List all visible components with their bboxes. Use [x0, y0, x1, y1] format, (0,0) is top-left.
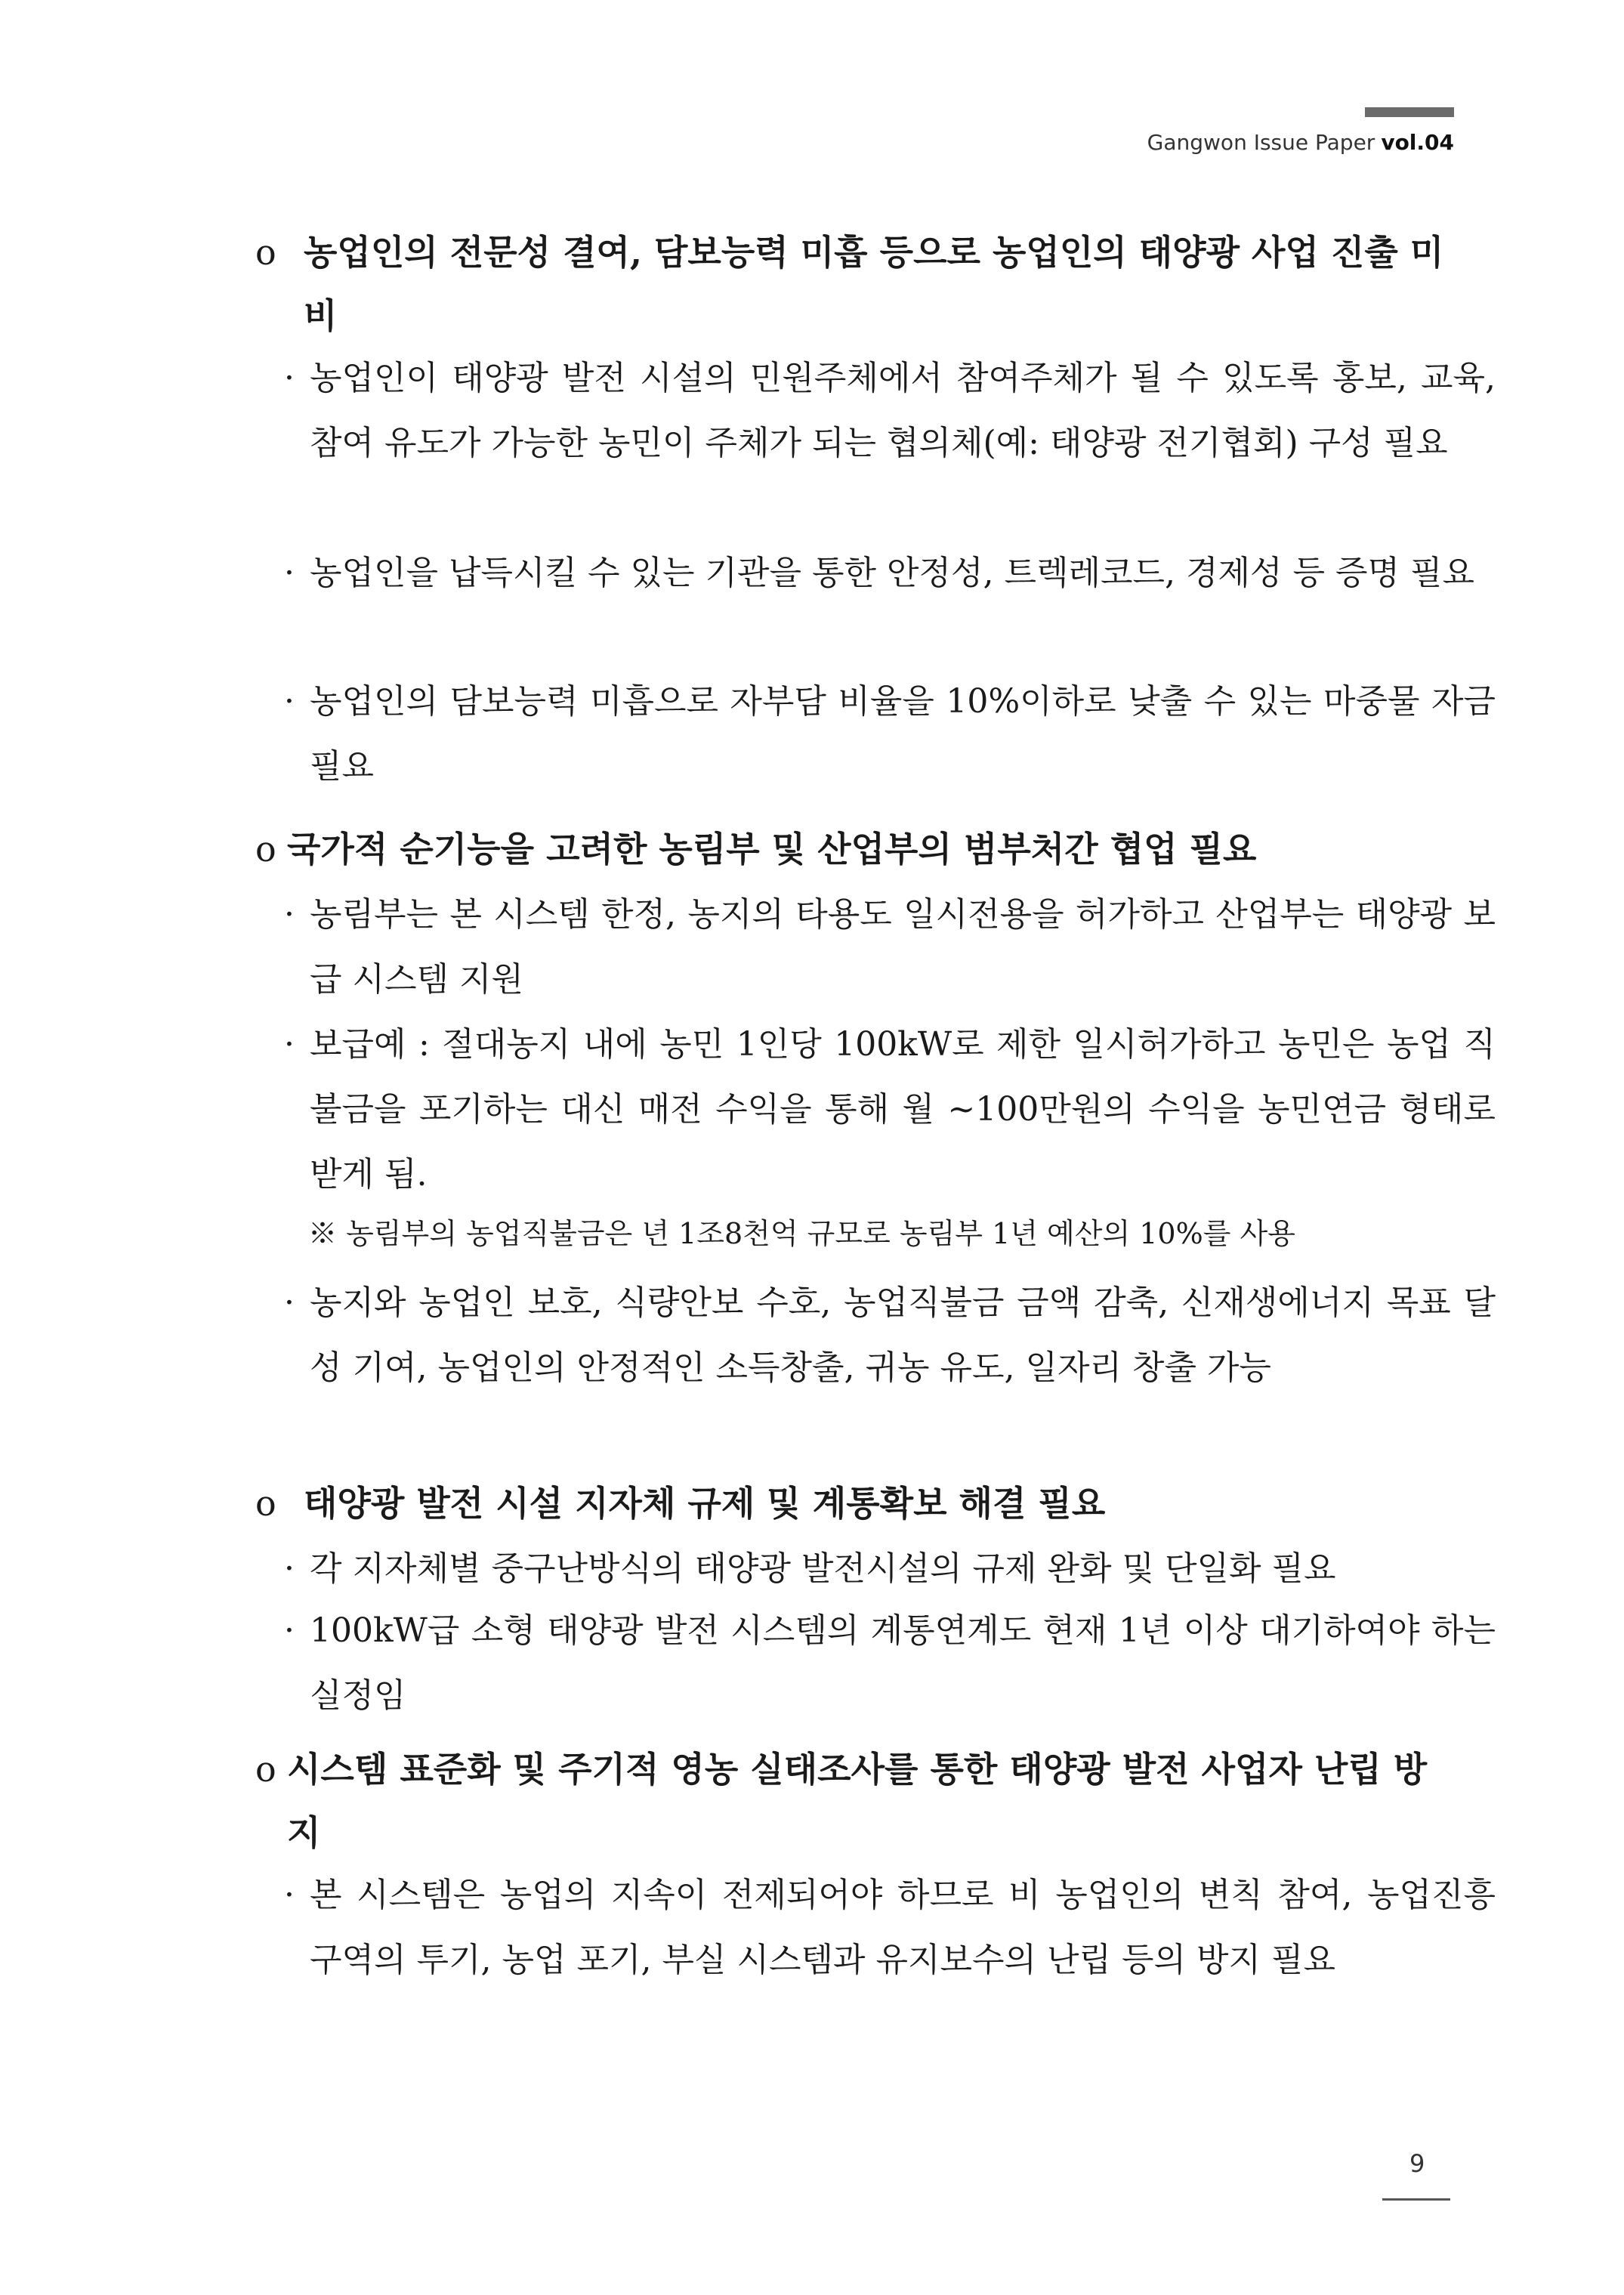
section-marker: o: [255, 829, 276, 870]
list-item: [284, 1863, 1496, 1993]
list-item: [284, 1271, 1496, 1401]
item-text: 농지와 농업인 보호, 식량안보 수호, 농업직불금 금액 감축, 신재생에너지 목표 달성 기여, 농업인의 안정적인 소득창출, 귀농 유도, 일자리 창출 가능: [310, 1283, 1496, 1387]
page-number-rule: [1382, 2198, 1450, 2201]
section-4-heading: [255, 1737, 1456, 1864]
section-title: 시스템 표준화 및 주기적 영농 실태조사를 통한 태양광 발전 사업자 난립 방지: [287, 1749, 1428, 1853]
list-item: [284, 1012, 1496, 1207]
section-2-heading: [255, 817, 1456, 881]
bullet: ·: [284, 1549, 295, 1588]
item-text: 본 시스템은 농업의 지속이 전제되어야 하므로 비 농업인의 변칙 참여, 농업진흥 구역의 투기, 농업 포기, 부실 시스템과 유지보수의 난립 등의 방지 필요: [310, 1876, 1496, 1979]
list-item: [284, 1598, 1496, 1728]
bullet: ·: [284, 682, 295, 721]
bullet: ·: [284, 1611, 295, 1650]
bullet: ·: [284, 895, 295, 934]
item-text: 농업인이 태양광 발전 시설의 민원주체에서 참여주체가 될 수 있도록 홍보, 교육, 참여 유도가 가능한 농민이 주체가 되는 협의체(예: 태양광 전기협회) 구성 필요: [310, 359, 1496, 462]
item-text: 보급예 : 절대농지 내에 농민 1인당 100kW로 제한 일시허가하고 농민은 농업 직불금을 포기하는 대신 매전 수익을 통해 월 ~100만원의 수익을 농민연금 형태로 받게 됨.: [310, 1025, 1496, 1194]
section-marker: o: [255, 1749, 276, 1790]
note: ※ 농림부의 농업직불금은 년 1조8천억 규모로 농림부 1년 예산의 10%를 사용: [308, 1217, 1295, 1250]
bullet: ·: [284, 1876, 295, 1914]
section-title: 국가적 순기능을 고려한 농림부 및 산업부의 범부처간 협업 필요: [287, 829, 1257, 870]
section-title: 농업인의 전문성 결여, 담보능력 미흡 등으로 농업인의 태양광 사업 진출 미비: [304, 232, 1444, 336]
list-item: [284, 346, 1496, 476]
list-item: [284, 1537, 1496, 1602]
item-text: 농업인의 담보능력 미흡으로 자부담 비율을 10%이하로 낮출 수 있는 마중물 자금 필요: [310, 682, 1496, 786]
bullet: ·: [284, 554, 295, 592]
header-volume: vol.04: [1381, 130, 1454, 155]
page-number: 9: [1409, 2149, 1425, 2178]
list-item: [284, 882, 1496, 1012]
bullet: ·: [284, 359, 295, 397]
header-bar: [1365, 107, 1454, 117]
running-header: [1147, 130, 1454, 155]
list-item: [284, 669, 1496, 799]
section-marker: o: [255, 1483, 276, 1524]
section-marker: o: [255, 232, 276, 273]
section-1-heading: [255, 221, 1456, 347]
bullet: ·: [284, 1025, 295, 1064]
list-item: [284, 541, 1496, 606]
item-text: 농림부는 본 시스템 한정, 농지의 타용도 일시전용을 허가하고 산업부는 태양광 보급 시스템 지원: [310, 895, 1496, 999]
item-text: 각 지자체별 중구난방식의 태양광 발전시설의 규제 완화 및 단일화 필요: [310, 1549, 1336, 1588]
item-text: 100kW급 소형 태양광 발전 시스템의 계통연계도 현재 1년 이상 대기하여야 하는 실정임: [310, 1611, 1496, 1715]
section-title: 태양광 발전 시설 지자체 규제 및 계통확보 해결 필요: [304, 1483, 1106, 1524]
item-text: 농업인을 납득시킬 수 있는 기관을 통한 안정성, 트렉레코드, 경제성 등 증명 필요: [310, 554, 1474, 592]
bullet: ·: [284, 1283, 295, 1322]
section-3-heading: [255, 1472, 1456, 1535]
header-series: Gangwon Issue Paper: [1147, 130, 1375, 155]
